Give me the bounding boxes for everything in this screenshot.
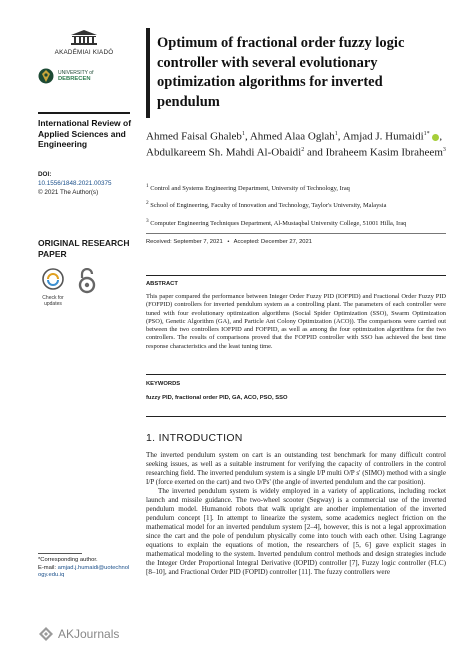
publisher-logo: [38, 30, 130, 56]
section-heading: 1. INTRODUCTION: [146, 432, 243, 444]
article-title: Optimum of fractional order fuzzy logic controller with several evolutionary optimization algorithms for inverted pendulum: [157, 35, 405, 110]
paragraph: The inverted pendulum system on cart is an outstanding test benchmark for many difficult control seeking issues, as well as a suitable instrument for verifying the capacity of controllers in the control researching field. The inverted pendulum system is a single I/P multi O/P s' (SIMO) method with a single I/P (force exerted on the cart) and two O/Ps' (the angle of inverted pendulum and the car position).: [146, 451, 446, 486]
doi-link[interactable]: 10.1556/1848.2021.00375: [38, 180, 112, 187]
paragraph: The inverted pendulum system is widely employed in a variety of applications, including rocket launch and missile guidance. The two-wheel scooter (Segway) is a commercial use of the inverted pendulum model. Humanoid robots that walk upright are another implementation of the inverted pendulum concept [1]. In attempt to linearize the system, some academics neglect friction on the mathematical model for an inverted pendulum system [2–4], however, this is not a legal approximation since the cart and the pole of pendulum physically come into touch with each other. Using Lagrange equations to explain the equations of motion, the researchers of [5, 6] gave explicit stages in mathematical modeling to the system. Inverted pendulum control methods and design strategies include the Integer Order Proportional Integral Derivative (IOPID) controller [7], Fuzzy logic controller (FLC) [8–10], and Fractional Order PID (FOPID) controller [11]. The fuzzy controllers were: [146, 487, 446, 576]
orcid-icon[interactable]: [432, 134, 439, 141]
abstract-heading: ABSTRACT: [146, 281, 178, 287]
intro-divider: [146, 416, 446, 417]
building-icon: [69, 30, 99, 46]
corresponding-divider: [38, 553, 82, 554]
author-name: Ahmed Alaa Oglah: [249, 130, 335, 143]
accepted-date: Accepted: December 27, 2021: [233, 239, 312, 245]
corresponding-author: [38, 553, 130, 580]
author-name: Ahmed Faisal Ghaleb: [146, 130, 242, 143]
affiliation: $^3$ Computer Engineering Techniques Department, Al-Mustaqbal University College, 51001 Hilla, Iraq: [146, 217, 407, 227]
affiliations: [146, 182, 446, 234]
university-crest-icon: [38, 68, 54, 84]
akjournals-logo: [38, 626, 119, 642]
article-dates: Received: September 7, 2021 • Accepted: December 27, 2021: [146, 239, 312, 245]
dates-divider: [146, 233, 446, 234]
keywords-text: fuzzy PID, fractional order PID, GA, ACO, PSO, SSO: [146, 395, 288, 401]
affiliation: $^2$ School of Engineering, Faculty of Innovation and Technology, Taylor's University, Malaysia: [146, 200, 387, 210]
doi-block: [38, 170, 138, 197]
keywords-divider: [146, 374, 446, 375]
journal-title: International Review of Applied Sciences and Engineering: [38, 118, 132, 149]
akjournals-icon: [38, 626, 54, 642]
publisher-name: AKADÉMIAI KIADÓ: [54, 49, 114, 56]
copyright: © 2021 The Author(s): [38, 189, 99, 196]
journal-divider: [38, 112, 130, 114]
left-column: [38, 30, 132, 641]
corresponding-label: *Corresponding author.: [38, 557, 98, 563]
received-date: Received: September 7, 2021: [146, 239, 223, 245]
email-label: E-mail:: [38, 564, 57, 571]
doi-label: DOI:: [38, 171, 52, 178]
check-updates-label: Check for updates: [42, 295, 64, 307]
author-name: Amjad J. Humaidi: [342, 130, 424, 143]
open-access-icon: [78, 268, 96, 294]
affiliation: $^1$ Control and Systems Engineering Department, University of Technology, Iraq: [146, 183, 350, 193]
badges: [38, 268, 130, 307]
intro-body: [146, 451, 446, 577]
author-name: Abdulkareem Sh. Mahdi Al-Obaidi: [146, 147, 302, 160]
title-accent-bar: [146, 28, 150, 118]
university-line1: UNIVERSITY of: [58, 69, 94, 76]
keywords-heading: KEYWORDS: [146, 381, 181, 387]
university-logo: [38, 68, 130, 84]
university-line2: DEBRECEN: [58, 76, 91, 82]
akjournals-wordmark: AKJournals: [58, 627, 120, 641]
check-updates-icon: [42, 268, 64, 290]
article-type: ORIGINAL RESEARCH PAPER: [38, 238, 130, 259]
author-list: Ahmed Faisal Ghaleb$^1$, Ahmed Alaa Oglah$^1$, Amjad J. Humaidi$^{1*}$ , Abdulkareem Sh. Mahdi Al-Obaidi$^2$ and Ibraheem Kasim Ibraheem$^3$: [146, 130, 446, 160]
check-updates-badge[interactable]: [38, 268, 68, 307]
abstract-text: This paper compared the performance between Integer Order Fuzzy PID (IOFPID) and Fractional Order Fuzzy PID (FOFPID) controllers for inverted pendulum system as a controlling plant. The parameters of each controller were tuned with four evolutionary optimization algorithms (Social Spider Optimization (SSO), Swarm Optimization (PSO), Genetic Algorithm (GA), and Particle Ant Colony Optimization (ACO)). The comparisons were carried out between the two controllers IOFPID and FOFPID, as well as among the four optimization algorithms for the two controllers. The results of comparisons proved that the FOFPID controller with SSO has achieved the best time response characteristics and the least tuning time.: [146, 293, 446, 350]
author-name: Ibraheem Kasim Ibraheem: [325, 147, 443, 160]
email-link[interactable]: amjad.j.humaidi@uotechnology.edu.iq: [38, 564, 130, 578]
abstract-divider: [146, 275, 446, 276]
